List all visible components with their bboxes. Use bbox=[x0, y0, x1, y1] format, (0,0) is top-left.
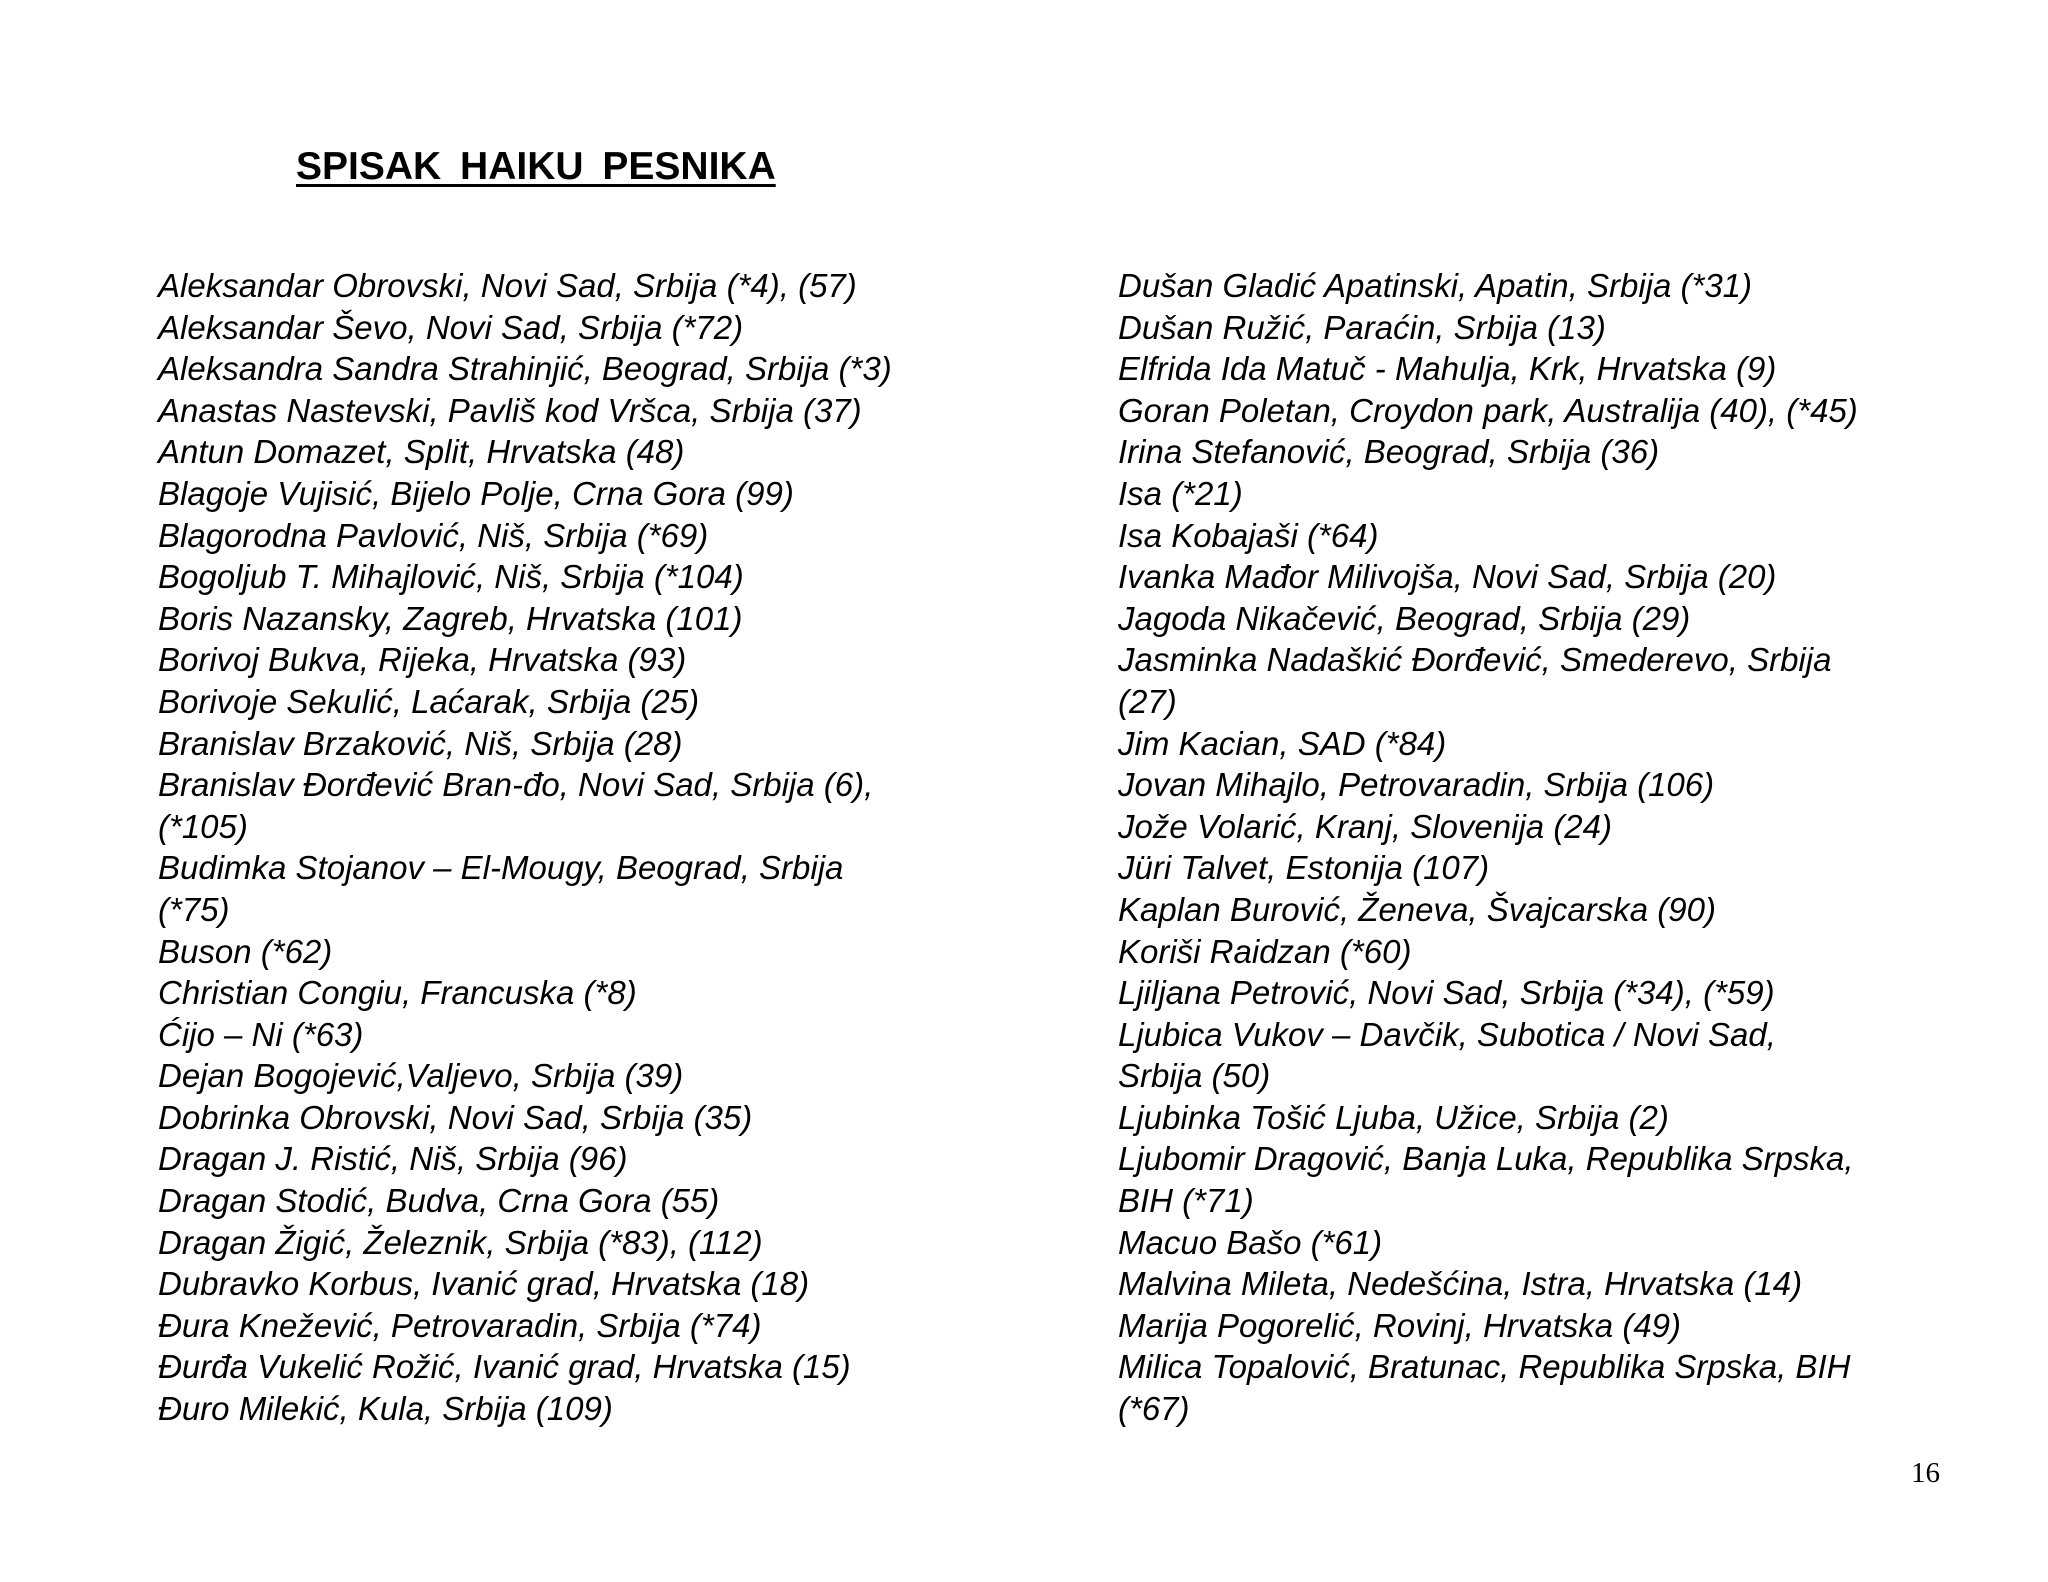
page-number: 16 bbox=[1911, 1457, 1940, 1489]
poet-entry: Goran Poletan, Croydon park, Australija (40), (*45) bbox=[1118, 391, 1858, 429]
poet-entry: Boris Nazansky, Zagreb, Hrvatska (101) bbox=[158, 599, 743, 637]
poet-entry: Isa Kobajaši (*64) bbox=[1118, 516, 1379, 554]
poet-entry-continuation: BIH (*71) bbox=[1118, 1182, 1254, 1220]
poet-entry: Ljiljana Petrović, Novi Sad, Srbija (*34), (*59) bbox=[1118, 974, 1775, 1012]
poet-entry: Buson (*62) bbox=[158, 932, 333, 970]
poet-entry: Đuro Milekić, Kula, Srbija (109) bbox=[158, 1390, 613, 1428]
poet-entry: Ljubomir Dragović, Banja Luka, Republika Srpska, bbox=[1118, 1140, 1854, 1178]
poet-entry: Borivoj Bukva, Rijeka, Hrvatska (93) bbox=[158, 641, 687, 679]
poet-entry: Ljubica Vukov – Davčik, Subotica / Novi Sad, bbox=[1118, 1015, 1776, 1053]
poet-entry: Budimka Stojanov – El-Mougy, Beograd, Srbija bbox=[158, 849, 844, 887]
poet-entry: Dragan J. Ristić, Niš, Srbija (96) bbox=[158, 1140, 628, 1178]
poet-entry: Malvina Mileta, Nedešćina, Istra, Hrvatska (14) bbox=[1118, 1265, 1803, 1303]
poet-entry: Jasminka Nadaškić Đorđević, Smederevo, Srbija bbox=[1118, 641, 1832, 679]
poet-entry: Dragan Žigić, Železnik, Srbija (*83), (112) bbox=[158, 1223, 763, 1261]
poet-entry: Aleksandar Ševo, Novi Sad, Srbija (*72) bbox=[158, 308, 744, 346]
poet-entry: Antun Domazet, Split, Hrvatska (48) bbox=[158, 433, 685, 471]
poet-entry: Dubravko Korbus, Ivanić grad, Hrvatska (18) bbox=[158, 1265, 810, 1303]
poet-entry: Milica Topalović, Bratunac, Republika Srpska, BIH bbox=[1118, 1348, 1851, 1386]
poet-entry: Dobrinka Obrovski, Novi Sad, Srbija (35) bbox=[158, 1098, 753, 1136]
poet-entry: Jagoda Nikačević, Beograd, Srbija (29) bbox=[1118, 599, 1691, 637]
poet-entry-continuation: Srbija (50) bbox=[1118, 1057, 1271, 1095]
poet-entry: Branislav Brzaković, Niš, Srbija (28) bbox=[158, 724, 683, 762]
poet-entry: Irina Stefanović, Beograd, Srbija (36) bbox=[1118, 433, 1660, 471]
poet-entry: Aleksandra Sandra Strahinjić, Beograd, Srbija (*3) bbox=[158, 350, 892, 388]
poet-entry: Ljubinka Tošić Ljuba, Užice, Srbija (2) bbox=[1118, 1098, 1669, 1136]
poet-entry: Isa (*21) bbox=[1118, 474, 1243, 512]
poet-entry: Kaplan Burović, Ženeva, Švajcarska (90) bbox=[1118, 890, 1716, 928]
poet-entry: Dušan Ružić, Paraćin, Srbija (13) bbox=[1118, 308, 1606, 346]
poet-entry: Macuo Bašo (*61) bbox=[1118, 1223, 1383, 1261]
poet-entry: Bogoljub T. Mihajlović, Niš, Srbija (*104) bbox=[158, 558, 744, 596]
poet-entry: Christian Congiu, Francuska (*8) bbox=[158, 974, 637, 1012]
poet-entry: Dragan Stodić, Budva, Crna Gora (55) bbox=[158, 1182, 720, 1220]
poet-entry: Đura Knežević, Petrovaradin, Srbija (*74) bbox=[158, 1306, 762, 1344]
poet-entry: Đurđa Vukelić Rožić, Ivanić grad, Hrvatska (15) bbox=[158, 1348, 851, 1386]
poet-entry: Marija Pogorelić, Rovinj, Hrvatska (49) bbox=[1118, 1306, 1682, 1344]
poet-entry: Koriši Raidzan (*60) bbox=[1118, 932, 1412, 970]
poet-entry: Jüri Talvet, Estonija (107) bbox=[1118, 849, 1490, 887]
poet-entry: Jože Volarić, Kranj, Slovenija (24) bbox=[1118, 807, 1613, 845]
poet-entry: Blagoje Vujisić, Bijelo Polje, Crna Gora (99) bbox=[158, 474, 794, 512]
poet-entry: Ivanka Mađor Milivojša, Novi Sad, Srbija (20) bbox=[1118, 558, 1777, 596]
poet-entry: Anastas Nastevski, Pavliš kod Vršca, Srbija (37) bbox=[158, 391, 862, 429]
poet-entry: Branislav Đorđević Bran-đo, Novi Sad, Srbija (6), bbox=[158, 766, 874, 804]
poet-entry: Elfrida Ida Matuč - Mahulja, Krk, Hrvatska (9) bbox=[1118, 350, 1777, 388]
poet-entry: Jim Kacian, SAD (*84) bbox=[1118, 724, 1447, 762]
poet-entry-continuation: (*67) bbox=[1118, 1390, 1190, 1428]
poet-entry: Jovan Mihajlo, Petrovaradin, Srbija (106) bbox=[1118, 766, 1715, 804]
poet-entry-continuation: (*105) bbox=[158, 807, 248, 845]
poet-list-left-column bbox=[158, 265, 988, 1430]
poet-entry: Ćijo – Ni (*63) bbox=[158, 1015, 364, 1053]
poet-entry: Borivoje Sekulić, Laćarak, Srbija (25) bbox=[158, 682, 700, 720]
poet-list-right-column bbox=[1118, 265, 1948, 1430]
poet-entry-continuation: (*75) bbox=[158, 890, 230, 928]
poet-entry: Aleksandar Obrovski, Novi Sad, Srbija (*4), (57) bbox=[158, 267, 857, 304]
poet-entry: Blagorodna Pavlović, Niš, Srbija (*69) bbox=[158, 516, 709, 554]
poet-entry: Dejan Bogojević,Valjevo, Srbija (39) bbox=[158, 1057, 684, 1095]
poet-entry-continuation: (27) bbox=[1118, 682, 1177, 720]
page-title: SPISAK HAIKU PESNIKA bbox=[296, 145, 776, 188]
poet-entry: Dušan Gladić Apatinski, Apatin, Srbija (*31) bbox=[1118, 267, 1753, 304]
